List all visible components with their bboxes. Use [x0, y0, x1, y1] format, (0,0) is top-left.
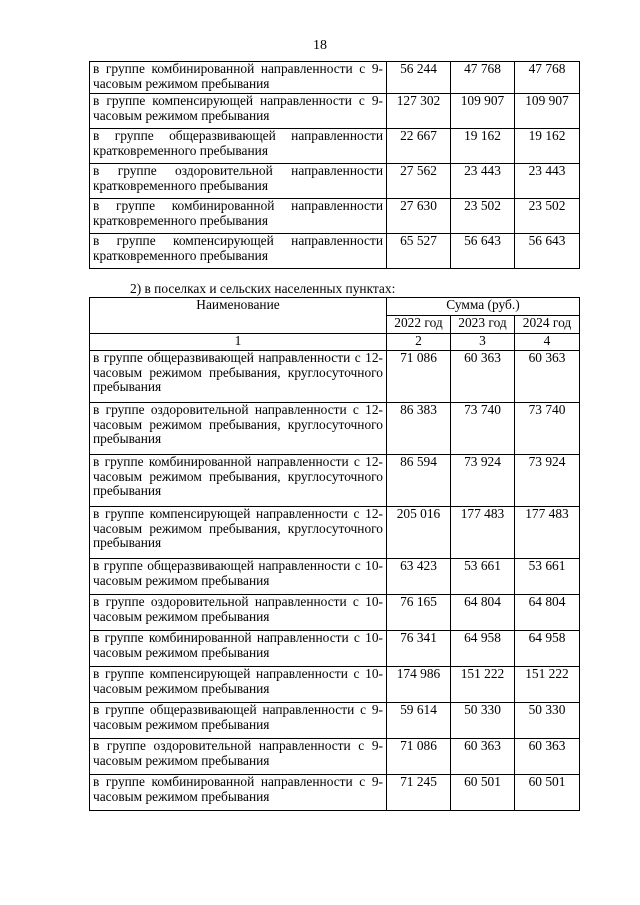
value-2023: 64 958 — [451, 631, 515, 667]
value-2023: 109 907 — [451, 94, 515, 129]
value-2022: 59 614 — [387, 703, 451, 739]
table-row — [90, 631, 580, 667]
rural-rates-table — [89, 297, 580, 811]
value-2024: 177 483 — [515, 507, 580, 559]
value-2024: 50 330 — [515, 703, 580, 739]
row-name: в группе комбинированной направленности с 9-часовым режимом пребывания — [90, 62, 387, 94]
value-2022: 71 245 — [387, 775, 451, 811]
header-year-2024: 2024 год — [515, 316, 580, 334]
column-number-2: 2 — [387, 334, 451, 351]
header-sum: Сумма (руб.) — [387, 298, 580, 316]
value-2024: 53 661 — [515, 559, 580, 595]
table-row — [90, 199, 580, 234]
header-year-2023: 2023 год — [451, 316, 515, 334]
value-2024: 47 768 — [515, 62, 580, 94]
table-row — [90, 403, 580, 455]
column-number-4: 4 — [515, 334, 580, 351]
value-2024: 64 958 — [515, 631, 580, 667]
row-name: в группе оздоровительной направленности кратковременного пребывания — [90, 164, 387, 199]
table-row — [90, 703, 580, 739]
value-2023: 177 483 — [451, 507, 515, 559]
value-2024: 64 804 — [515, 595, 580, 631]
row-name: в группе общеразвивающей направленности с 9-часовым режимом пребывания — [90, 703, 387, 739]
value-2022: 27 562 — [387, 164, 451, 199]
value-2022: 71 086 — [387, 351, 451, 403]
value-2024: 19 162 — [515, 129, 580, 164]
value-2023: 47 768 — [451, 62, 515, 94]
value-2024: 56 643 — [515, 234, 580, 269]
value-2023: 23 502 — [451, 199, 515, 234]
row-name: в группе оздоровительной направленности с 9-часовым режимом пребывания — [90, 739, 387, 775]
row-name: в группе комбинированной направленности с 9-часовым режимом пребывания — [90, 775, 387, 811]
value-2022: 174 986 — [387, 667, 451, 703]
row-name: в группе оздоровительной направленности с 12-часовым режимом пребывания, круглосуточного пребывания — [90, 403, 387, 455]
value-2022: 27 630 — [387, 199, 451, 234]
row-name: в группе общеразвивающей направленности с 12-часовым режимом пребывания, круглосуточного пребывания — [90, 351, 387, 403]
row-name: в группе общеразвивающей направленности кратковременного пребывания — [90, 129, 387, 164]
table-row — [90, 507, 580, 559]
value-2024: 109 907 — [515, 94, 580, 129]
row-name: в группе комбинированной направленности с 10-часовым режимом пребывания — [90, 631, 387, 667]
value-2023: 19 162 — [451, 129, 515, 164]
header-year-2022: 2022 год — [387, 316, 451, 334]
value-2022: 71 086 — [387, 739, 451, 775]
table-row — [90, 595, 580, 631]
value-2022: 76 165 — [387, 595, 451, 631]
value-2024: 151 222 — [515, 667, 580, 703]
table-row — [90, 62, 580, 94]
value-2022: 127 302 — [387, 94, 451, 129]
urban-rates-table-continued — [89, 61, 580, 269]
value-2022: 56 244 — [387, 62, 451, 94]
table-row — [90, 775, 580, 811]
row-name: в группе общеразвивающей направленности с 10-часовым режимом пребывания — [90, 559, 387, 595]
row-name: в группе компенсирующей направленности с 10-часовым режимом пребывания — [90, 667, 387, 703]
value-2023: 56 643 — [451, 234, 515, 269]
value-2022: 76 341 — [387, 631, 451, 667]
value-2024: 60 501 — [515, 775, 580, 811]
table-row — [90, 667, 580, 703]
table-row — [90, 94, 580, 129]
urban-rates-table-body — [90, 62, 580, 269]
value-2022: 86 383 — [387, 403, 451, 455]
rural-rates-table-body — [90, 351, 580, 811]
table-row — [90, 739, 580, 775]
value-2023: 73 740 — [451, 403, 515, 455]
value-2023: 73 924 — [451, 455, 515, 507]
value-2024: 23 502 — [515, 199, 580, 234]
value-2024: 73 740 — [515, 403, 580, 455]
value-2023: 60 363 — [451, 351, 515, 403]
row-name: в группе компенсирующей направленности с 12-часовым режимом пребывания, круглосуточного пребывания — [90, 507, 387, 559]
value-2024: 60 363 — [515, 351, 580, 403]
value-2022: 205 016 — [387, 507, 451, 559]
table-row — [90, 164, 580, 199]
section-title: 2) в поселках и сельских населенных пунктах: — [130, 281, 396, 296]
table-row — [90, 234, 580, 269]
value-2023: 151 222 — [451, 667, 515, 703]
value-2023: 23 443 — [451, 164, 515, 199]
row-name: в группе компенсирующей направленности кратковременного пребывания — [90, 234, 387, 269]
row-name: в группе оздоровительной направленности с 10-часовым режимом пребывания — [90, 595, 387, 631]
row-name: в группе компенсирующей направленности с 9-часовым режимом пребывания — [90, 94, 387, 129]
table-row — [90, 351, 580, 403]
table-row — [90, 559, 580, 595]
value-2023: 60 501 — [451, 775, 515, 811]
row-name: в группе комбинированной направленности кратковременного пребывания — [90, 199, 387, 234]
column-number-3: 3 — [451, 334, 515, 351]
value-2023: 53 661 — [451, 559, 515, 595]
value-2022: 22 667 — [387, 129, 451, 164]
row-name: в группе комбинированной направленности с 12-часовым режимом пребывания, круглосуточного пребывания — [90, 455, 387, 507]
value-2023: 64 804 — [451, 595, 515, 631]
value-2022: 65 527 — [387, 234, 451, 269]
column-number-1: 1 — [90, 334, 387, 351]
value-2022: 86 594 — [387, 455, 451, 507]
value-2024: 60 363 — [515, 739, 580, 775]
value-2023: 50 330 — [451, 703, 515, 739]
page-number: 18 — [313, 38, 327, 53]
value-2022: 63 423 — [387, 559, 451, 595]
value-2024: 73 924 — [515, 455, 580, 507]
table-row — [90, 129, 580, 164]
value-2023: 60 363 — [451, 739, 515, 775]
value-2024: 23 443 — [515, 164, 580, 199]
table-row — [90, 455, 580, 507]
header-name: Наименование — [90, 298, 387, 334]
